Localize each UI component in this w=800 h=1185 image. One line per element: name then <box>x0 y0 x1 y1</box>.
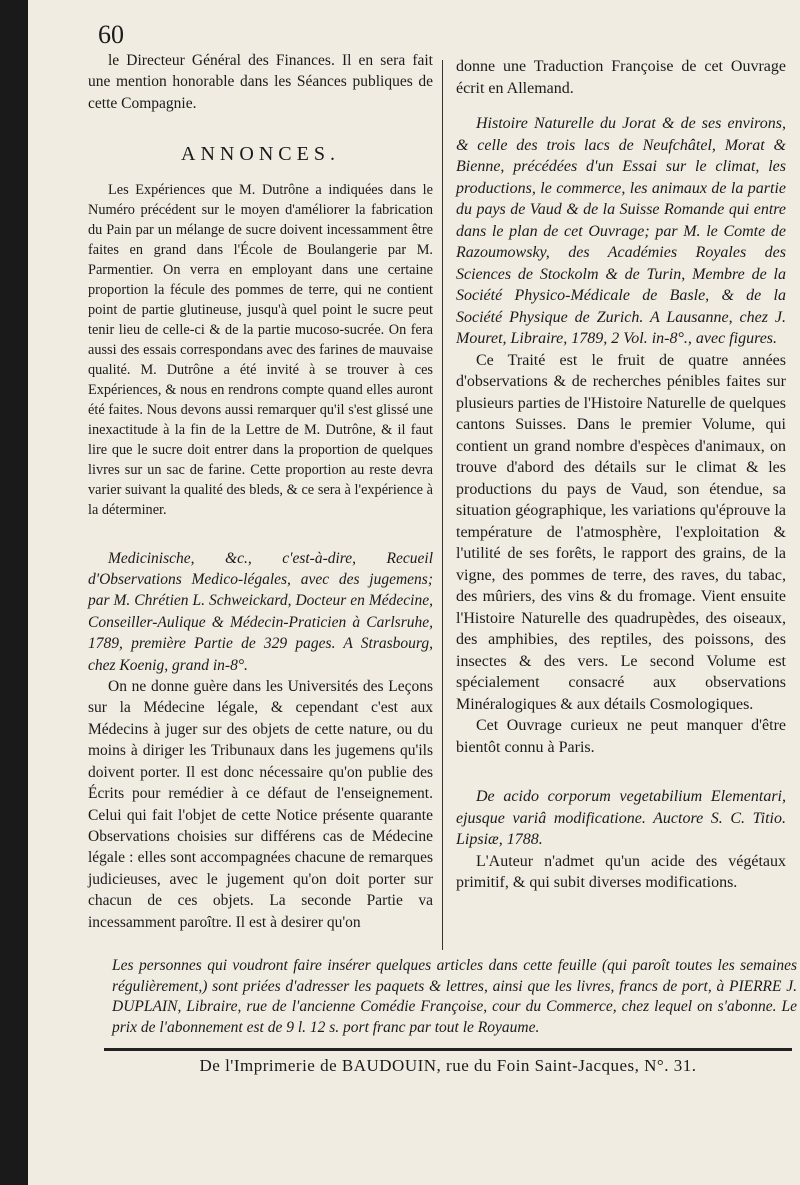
announcement-paragraph: Les Expériences que M. Dutrône a indiquées dans le Numéro précédent sur le moyen d'améliorer la fabrication du Pain par un mélange de sucre doivent incessamment être faites en grand dans l'École de Boulangerie par M. Parmentier. On verra en employant dans une certaine proportion la fécule des pommes de terre, qui ne contient point de partie glutineuse, jusqu'à quel point le sucre peut tenir lieu de celle-ci & de la partie mucoso-sucrée. On fera aussi des essais correspondans avec des farines de mauvaise qualité. M. Dutrône a été invité à se trouver à ces Expériences, & nous en rendrons compte quand elles auront été faites. Nous devons aussi remarquer qu'il s'est glissé une inexactitude à la fin de la Lettre de M. Dutrône, & il faut lire que le sucre doit entrer dans la proportion de quelques livres sur un sac de farine. Cette proportion au reste devra varier suivant la qualité des bleds, & ce sera à l'expérience à la déterminer. <box>88 181 433 518</box>
left-column <box>88 50 433 933</box>
right-column <box>456 56 786 894</box>
imprint-line: De l'Imprimerie de BAUDOUIN, rue du Foin Saint-Jacques, N°. 31. <box>199 1056 697 1075</box>
column-divider <box>442 60 443 950</box>
continuation-paragraph: donne une Traduction Françoise de cet Ouvrage écrit en Allemand. <box>456 58 786 97</box>
book2-title: Histoire Naturelle du Jorat & de ses environs, & celle des trois lacs de Neufchâtel, Morat & Bienne, précédées d'un Essai sur le climat, les productions, le commerce, les animaux de la partie du pays de Vaud & de la Suisse Romande qui entre dans le plan de cet Ouvrage; par M. le Comte de Razoumowsky, des Académies Royales des Sciences de Stockolm & de Turin, Membre de la Société Physico-Médicale de Basle, & de la Société Physique de Zurich. A Lausanne, chez J. Mouret, Libraire, 1789, 2 Vol. in-8°., avec figures. <box>456 115 786 347</box>
subscription-notice: Les personnes qui voudront faire insérer quelques articles dans cette feuille (qui paroît toutes les semaines régulièrement,) sont priées d'adresser les paquets & lettres, ainsi que les livres, francs de port, à PIERRE J. DUPLAIN, Libraire, rue de l'ancienne Comédie Françoise, cour du Commerce, chez lequel on s'abonne. Le prix de l'abonnement est de 9 l. 12 s. port franc par tout le Royaume. <box>112 957 797 1036</box>
footer-rule <box>104 1048 792 1051</box>
page-number: 60 <box>98 20 124 49</box>
intro-paragraph: le Directeur Général des Finances. Il en sera fait une mention honorable dans les Séances publiques de cette Compagnie. <box>88 52 433 112</box>
book1-review: On ne donne guère dans les Universités des Leçons sur la Médecine légale, & cependant c'est aux Médecins à juger sur des objets de cette nature, ou du moins à diriger les Tribunaux dans les jugemens qu'ils doivent porter. Il est donc nécessaire qu'on publie des Écrits pour remédier à ce défaut de l'enseignement. Celui qui fait l'objet de cette Notice présente quarante Observations choisies sur différens cas de Médecine légale : elles sont accompagnées chacune de remarques judicieuses, avec le jugement qu'on doit porter sur chacun de ces objets. La seconde Partie va incessamment paroître. Il est à desirer qu'on <box>88 678 433 931</box>
book1-title: Medicinische, &c., c'est-à-dire, Recueil d'Observations Medico-légales, avec des jugemens; par M. Chrétien L. Schweickard, Docteur en Médecine, Conseiller-Aulique & Médecin-Praticien à Carlsruhe, 1789, première Partie de 329 pages. A Strasbourg, chez Koenig, grand in-8°. <box>88 549 433 674</box>
book3-title: De acido corporum vegetabilium Elementari, ejusque variâ modificatione. Auctore S. C. Titio. Lipsiæ, 1788. <box>456 788 786 848</box>
newspaper-page <box>28 0 800 1185</box>
book2-review: Ce Traité est le fruit de quatre années d'observations & de recherches pénibles faites sur plusieurs parties de l'Histoire Naturelle de quelques cantons Suisses. Dans le premier Volume, qui contient un grand nombre d'espèces d'animaux, on trouve d'abord des détails sur le climat & les productions du pays de Vaud, son étendue, sa situation géographique, les variations qu'éprouve la température de l'atmosphère, l'exploitation & l'utilité de ses forêts, le rapport des grains, de la vigne, des pommes de terre, des raves, du tabac, des mûriers, des vins & du fromage. Vient ensuite l'Histoire Naturelle des quadrupèdes, des oiseaux, des amphibies, des reptiles, des poissons, des insectes & des vers. Le second Volume est spécialement consacré aux observations Minéralogiques & aux détails Cosmologiques. <box>456 351 786 713</box>
book2-note: Cet Ouvrage curieux ne peut manquer d'être bientôt connu à Paris. <box>456 717 786 756</box>
book3-review: L'Auteur n'admet qu'un acide des végétaux primitif, & qui subit diverses modifications. <box>456 852 786 891</box>
announces-heading: ANNONCES. <box>181 143 340 166</box>
